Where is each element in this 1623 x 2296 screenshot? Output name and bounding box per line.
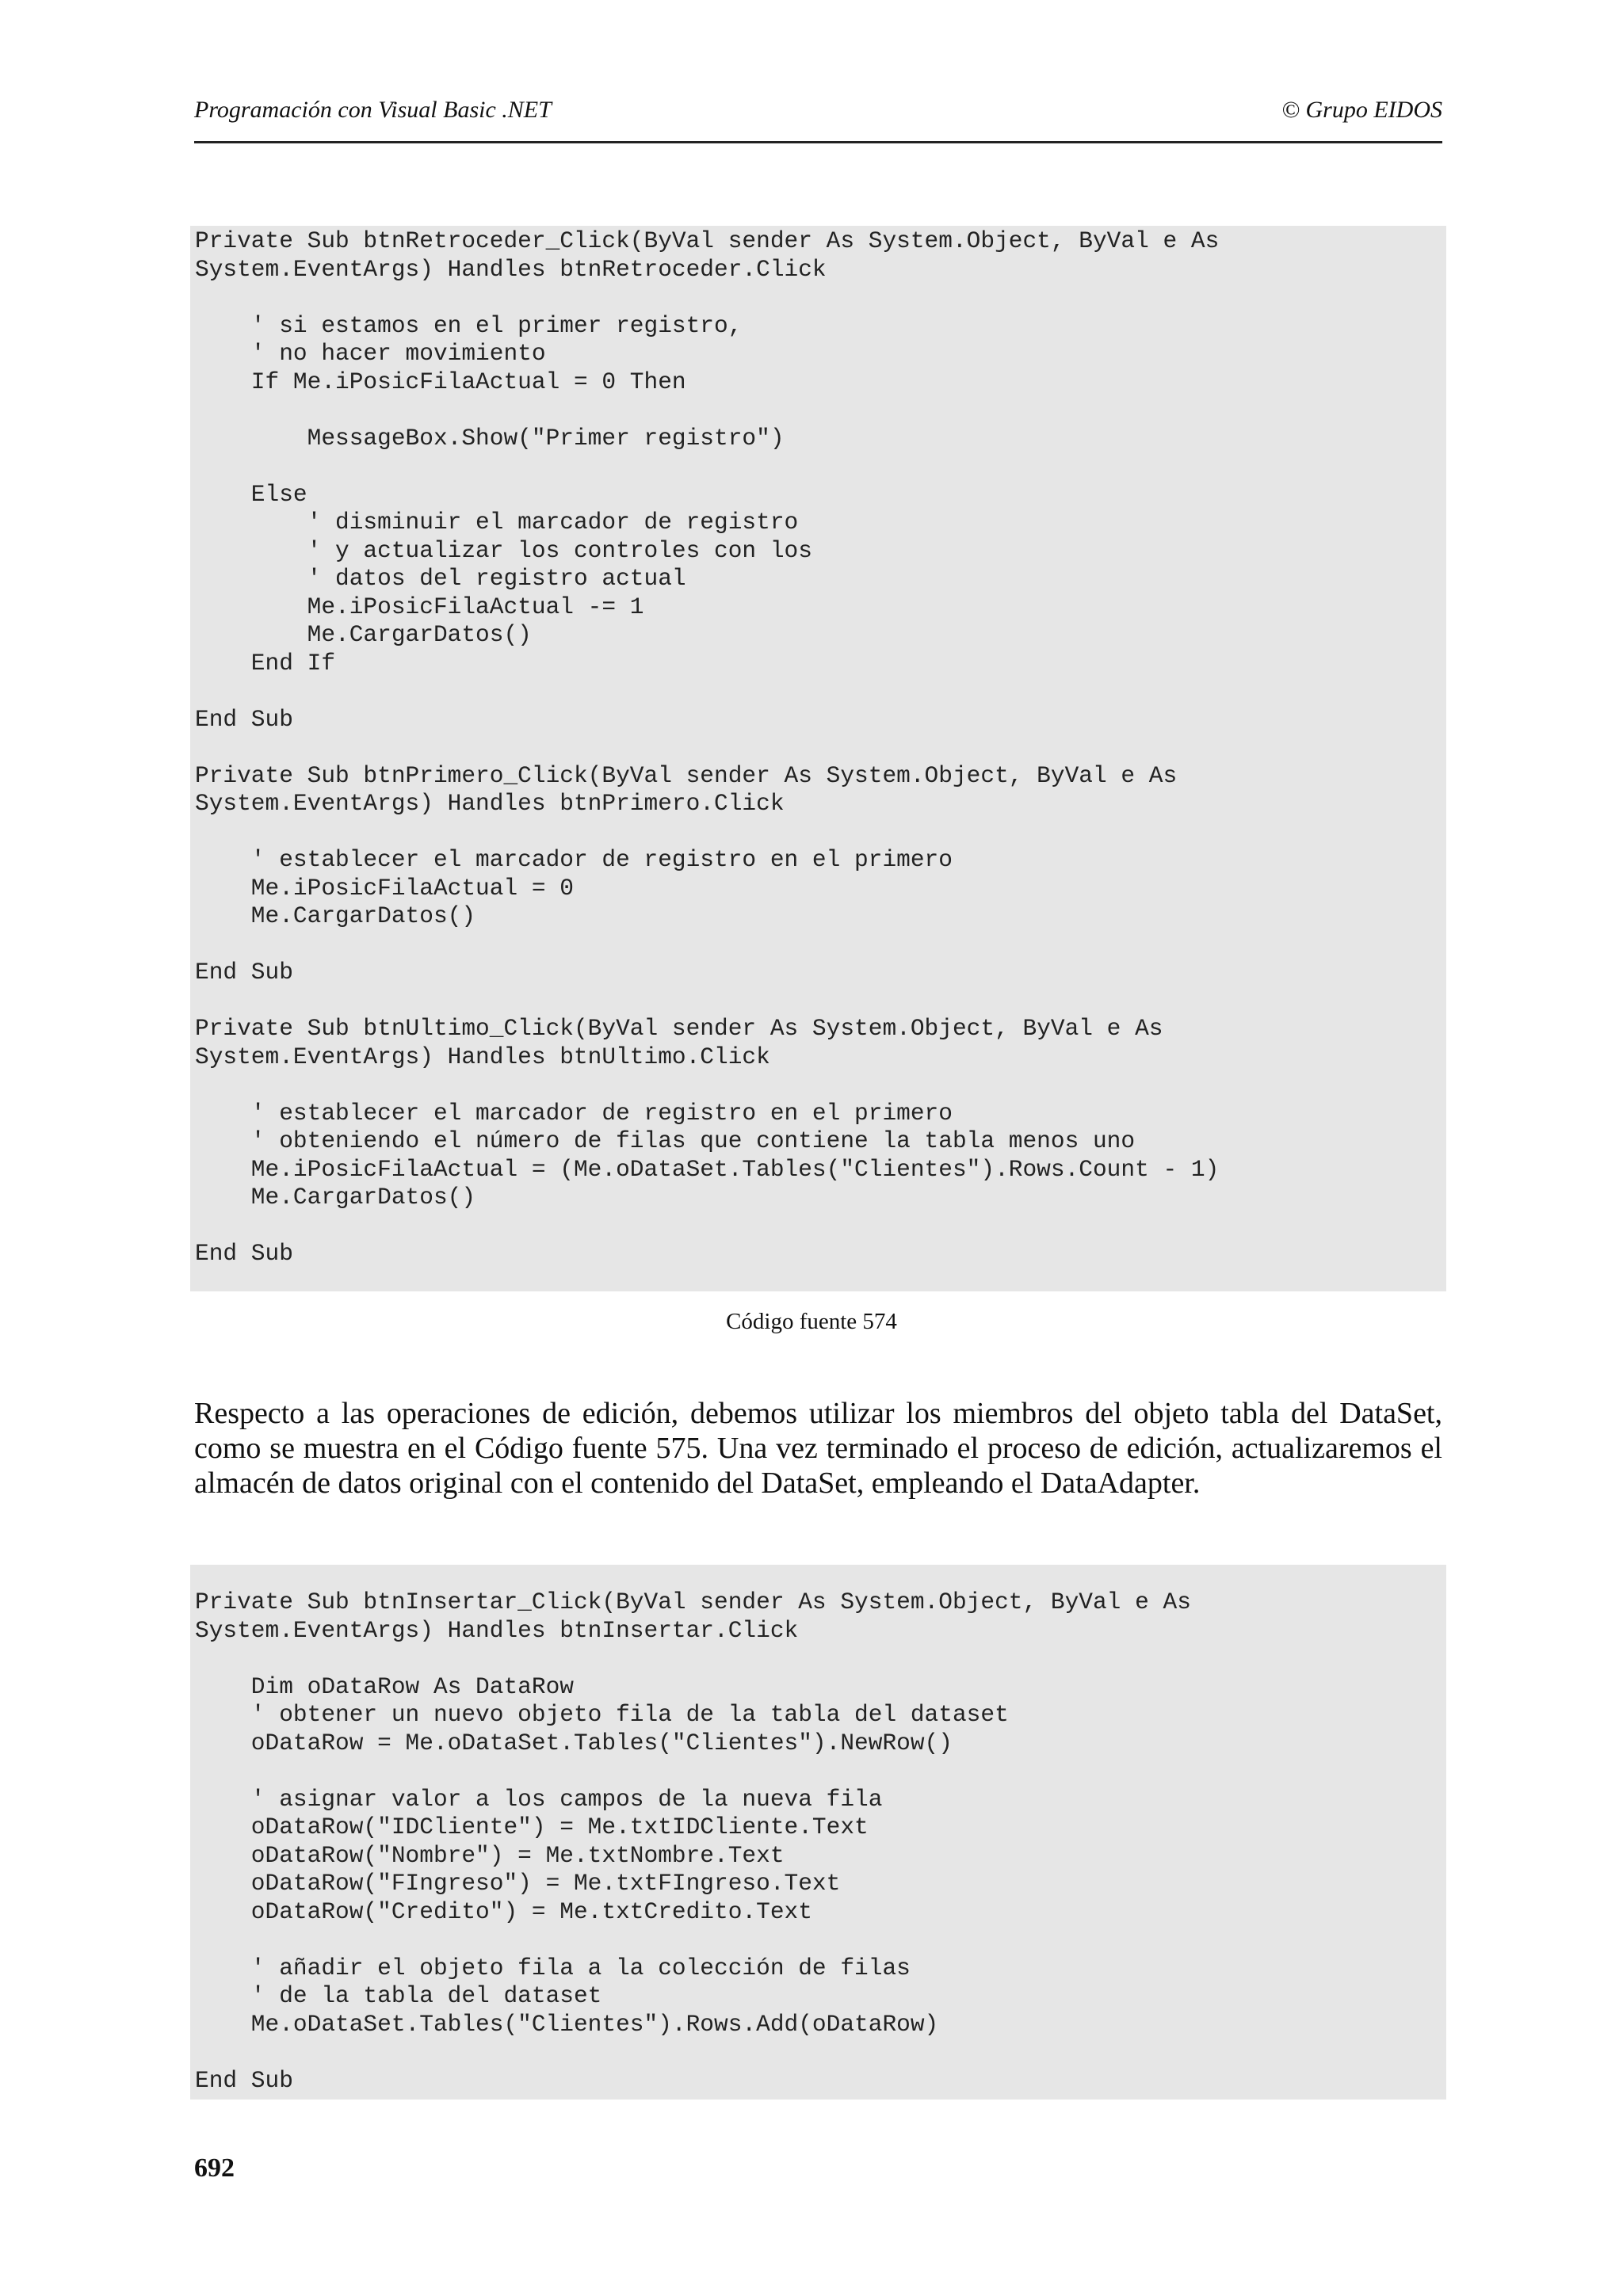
code-listing-574 — [190, 226, 1446, 1291]
header-publisher: © Grupo EIDOS — [1281, 97, 1442, 123]
running-header — [194, 93, 1442, 143]
code-caption-574: Código fuente 574 — [726, 1309, 897, 1334]
code-listing-574-text: Private Sub btnRetroceder_Click(ByVal sender As System.Object, ByVal e As System.EventArgs) Handles btnRetroceder.Click ' si estamos en el primer registro, ' no hacer movimiento If Me.iPosicFilaActual = 0 Then MessageBox.Show("Primer registro") Else ' disminuir el marcador de registro ' y actualizar los controles con los ' datos del registro actual Me.iPosicFilaActual -= 1 Me.CargarDatos() End If End Sub Private Sub btnPrimero_Click(ByVal sender As System.Object, ByVal e As System.EventArgs) Handles btnPrimero.Click ' establecer el marcador de registro en el primero Me.iPosicFilaActual = 0 Me.CargarDatos() End Sub Private Sub btnUltimo_Click(ByVal sender As System.Object, ByVal e As System.EventArgs) Handles btnUltimo.Click ' establecer el marcador de registro en el primero ' obteniendo el número de filas que contiene la tabla menos uno Me.iPosicFilaActual = (Me.oDataSet.Tables("Clientes").Rows.Count - 1) Me.CargarDatos() End Sub — [195, 227, 1220, 1267]
code-listing-575 — [190, 1565, 1446, 2100]
header-book-title: Programación con Visual Basic .NET — [194, 97, 552, 123]
code-listing-575-text: Private Sub btnInsertar_Click(ByVal sender As System.Object, ByVal e As System.EventArgs) Handles btnInsertar.Click Dim oDataRow As DataRow ' obtener un nuevo objeto fila de la tabla del dataset oDataRow = Me.oDataSet.Tables("Clientes").NewRow() ' asignar valor a los campos de la nueva fila oDataRow("IDCliente") = Me.txtIDCliente.Text oDataRow("Nombre") = Me.txtNombre.Text oDataRow("FIngreso") = Me.txtFIngreso.Text oDataRow("Credito") = Me.txtCredito.Text ' añadir el objeto fila a la colección de filas ' de la tabla del dataset Me.oDataSet.Tables("Clientes").Rows.Add(oDataRow) End Sub — [195, 1589, 1191, 2094]
body-paragraph: Respecto a las operaciones de edición, debemos utilizar los miembros del objeto tabla del DataSet, como se muestra en el Código fuente 575. Una vez terminado el proceso de edición, actualizaremos el almacén de datos original con el contenido del DataSet, empleando el DataAdapter. — [194, 1397, 1442, 1500]
page-number: 692 — [194, 2153, 235, 2183]
